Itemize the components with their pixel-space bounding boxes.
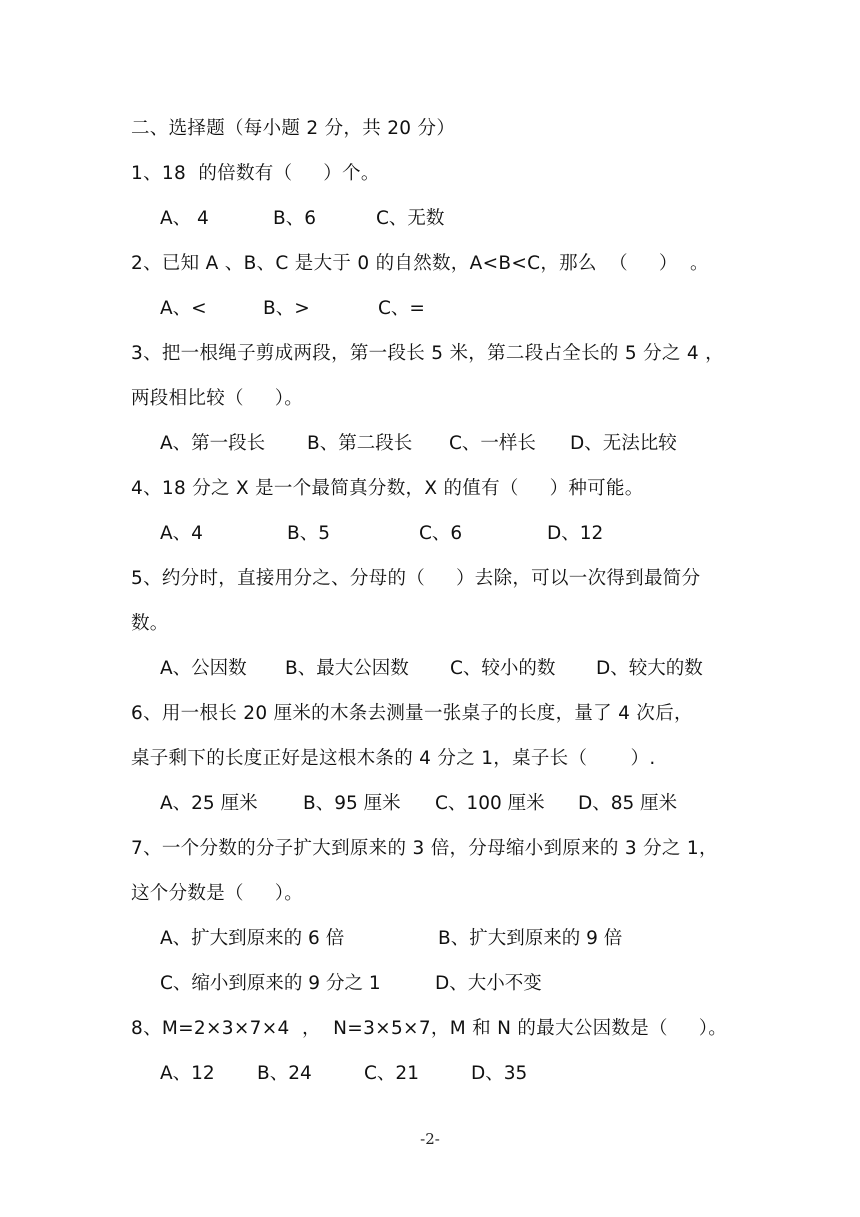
question-7-text-line-2: 这个分数是（ ）。 xyxy=(131,883,304,904)
option-d: D、85 厘米 xyxy=(578,793,678,814)
option-c: C、较小的数 xyxy=(450,658,556,679)
option-d: D、无法比较 xyxy=(570,433,677,454)
question-3-text-line-2: 两段相比较（ ）。 xyxy=(131,388,304,409)
option-b: B、最大公因数 xyxy=(285,658,409,679)
option-c: C、缩小到原来的 9 分之 1 xyxy=(160,973,381,994)
option-c: C、6 xyxy=(419,523,463,544)
question-1-text: 1、18 的倍数有（ ）个。 xyxy=(131,163,380,184)
option-c: C、无数 xyxy=(376,208,445,229)
option-d: D、12 xyxy=(547,523,604,544)
question-8-text: 8、M=2×3×7×4 ， N=3×5×7，M 和 N 的最大公因数是（ ）。 xyxy=(131,1018,728,1039)
option-a: A、公因数 xyxy=(160,658,247,679)
option-d: D、大小不变 xyxy=(435,973,542,994)
question-5-text-line-1: 5、约分时，直接用分之、分母的（ ）去除，可以一次得到最简分 xyxy=(131,568,701,589)
option-b: B、扩大到原来的 9 倍 xyxy=(438,928,623,949)
option-b: B、5 xyxy=(287,523,330,544)
option-b: B、第二段长 xyxy=(307,433,413,454)
option-a: A、4 xyxy=(160,523,203,544)
question-6-text-line-1: 6、用一根长 20 厘米的木条去测量一张桌子的长度，量了 4 次后， xyxy=(131,703,693,724)
option-a: A、< xyxy=(160,298,207,319)
option-b: B、95 厘米 xyxy=(303,793,401,814)
question-2-text: 2、已知 A 、B、C 是大于 0 的自然数，A<B<C，那么 （ ） 。 xyxy=(131,253,709,274)
option-c: C、21 xyxy=(364,1063,419,1084)
question-7-text-line-1: 7、一个分数的分子扩大到原来的 3 倍，分母缩小到原来的 3 分之 1， xyxy=(131,838,718,859)
option-c: C、= xyxy=(378,298,425,319)
option-b: B、> xyxy=(263,298,310,319)
question-6-text-line-2: 桌子剩下的长度正好是这根木条的 4 分之 1，桌子长（ ）. xyxy=(131,748,656,769)
option-d: D、35 xyxy=(471,1063,528,1084)
page-number: -2- xyxy=(420,1130,440,1148)
section-title: 二、选择题（每小题 2 分，共 20 分） xyxy=(131,118,456,139)
option-a: A、12 xyxy=(160,1063,215,1084)
option-a: A、 4 xyxy=(160,208,209,229)
option-a: A、扩大到原来的 6 倍 xyxy=(160,928,345,949)
option-d: D、较大的数 xyxy=(596,658,703,679)
option-b: B、24 xyxy=(257,1063,312,1084)
option-c: C、一样长 xyxy=(449,433,536,454)
option-b: B、6 xyxy=(273,208,316,229)
question-3-text-line-1: 3、把一根绳子剪成两段，第一段长 5 米，第二段占全长的 5 分之 4 ， xyxy=(131,343,724,364)
question-5-text-line-2: 数。 xyxy=(131,613,169,634)
option-c: C、100 厘米 xyxy=(435,793,545,814)
option-a: A、25 厘米 xyxy=(160,793,258,814)
option-a: A、第一段长 xyxy=(160,433,266,454)
question-4-text: 4、18 分之 X 是一个最简真分数，X 的值有（ ）种可能。 xyxy=(131,478,644,499)
